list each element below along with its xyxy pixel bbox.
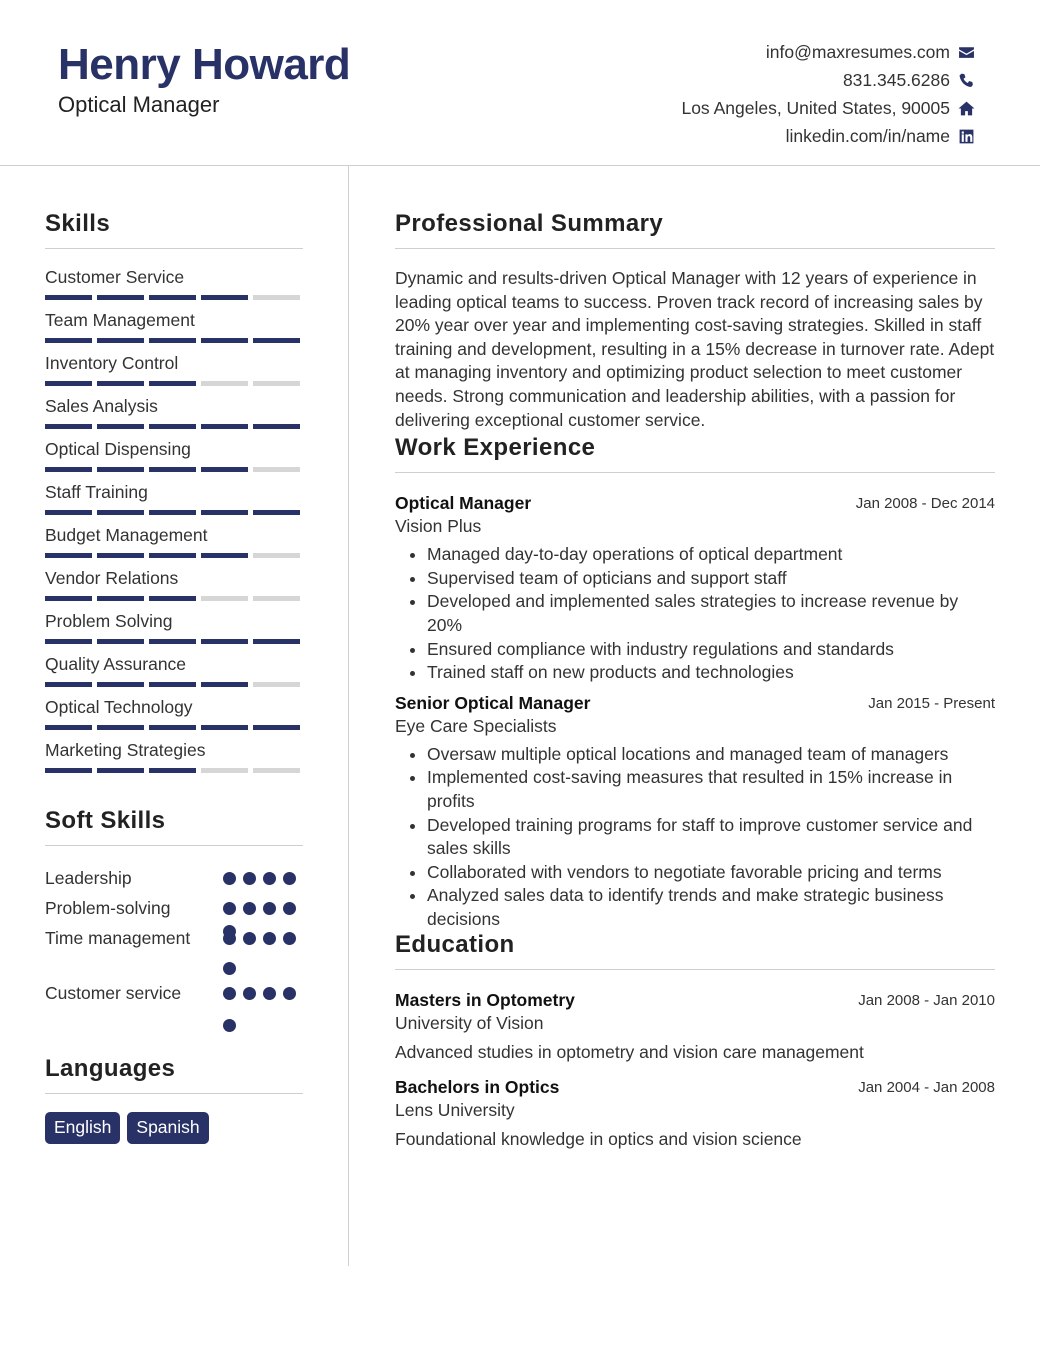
- skill-level-segment: [97, 424, 144, 429]
- skill-level-segment: [201, 424, 248, 429]
- skill-level-segment: [201, 596, 248, 601]
- soft-skill-dot: [263, 932, 276, 945]
- skill-level-bars: [45, 596, 303, 601]
- contact-phone[interactable]: [681, 66, 975, 94]
- school-name: University of Vision: [395, 1013, 544, 1034]
- right-column: [395, 210, 995, 1152]
- contact-linkedin[interactable]: [681, 122, 975, 150]
- responsibility-item: • Collaborated with vendors to negotiate favorable pricing and terms: [427, 861, 995, 885]
- soft-skill-level-dots: [223, 896, 303, 926]
- soft-skills-section: [45, 807, 303, 1041]
- skill-level-segment: [201, 682, 248, 687]
- education-entry: [395, 1077, 995, 1152]
- degree-title: Masters in Optometry: [395, 990, 575, 1011]
- skill-level-segment: [253, 682, 300, 687]
- skill-name: Optical Technology: [45, 697, 193, 717]
- skill-level-segment: [97, 639, 144, 644]
- skill-level-segment: [149, 338, 196, 343]
- skill-level-segment: [45, 768, 92, 773]
- responsibility-item: • Developed and implemented sales strategies to increase revenue by 20%: [427, 590, 995, 637]
- responsibility-item: • Oversaw multiple optical locations and managed team of managers: [427, 743, 995, 767]
- left-column: [45, 210, 303, 1144]
- entry-dates: Jan 2008 - Dec 2014: [855, 495, 995, 513]
- skill-level-segment: [201, 467, 248, 472]
- skill-level-bars: [45, 510, 303, 515]
- skill-name: Problem Solving: [45, 611, 173, 631]
- work-heading: Work Experience: [395, 434, 995, 473]
- entry-dates: Jan 2008 - Jan 2010: [858, 992, 995, 1010]
- contact-linkedin-text: linkedin.com/in/name: [785, 125, 950, 146]
- work-list: [395, 493, 995, 931]
- skill-level-segment: [45, 338, 92, 343]
- soft-skill-level-dots: [223, 866, 303, 896]
- skill-item: [45, 697, 303, 740]
- skill-item: [45, 568, 303, 611]
- soft-skill-item: [45, 866, 303, 896]
- skill-level-segment: [45, 596, 92, 601]
- skill-level-segment: [201, 381, 248, 386]
- soft-skill-dot: [223, 962, 236, 975]
- summary-text: Dynamic and results-driven Optical Manager with 12 years of experience in leading optical teams to success. Proven track record of increasing sales by 20% year over year and implementing cost-saving strategies. Skilled in staff training and development, resulting in a 15% decrease in turnover rate. Adept at managing inventory and optimizing product selection to meet customer needs. Strong communication and leadership abilities, with a passion for delivering exceptional customer service.: [395, 268, 995, 430]
- envelope-icon: [958, 44, 975, 61]
- soft-skill-dot: [243, 987, 256, 1000]
- responsibility-item: • Implemented cost-saving measures that resulted in 15% increase in profits: [427, 766, 995, 813]
- skill-level-segment: [97, 768, 144, 773]
- skill-name: Inventory Control: [45, 353, 179, 373]
- skill-level-segment: [149, 295, 196, 300]
- skill-level-segment: [201, 725, 248, 730]
- skill-item: [45, 353, 303, 396]
- skill-level-segment: [253, 639, 300, 644]
- languages-section: [45, 1055, 303, 1144]
- work-entry: [395, 493, 995, 685]
- soft-skill-name: Problem-solving: [45, 898, 171, 918]
- soft-skill-dot: [263, 872, 276, 885]
- skill-level-segment: [201, 553, 248, 558]
- skill-name: Optical Dispensing: [45, 439, 191, 459]
- education-heading: Education: [395, 931, 995, 970]
- skill-item: [45, 310, 303, 353]
- skill-level-segment: [253, 768, 300, 773]
- soft-skill-dot: [243, 902, 256, 915]
- skill-level-segment: [97, 295, 144, 300]
- skill-level-segment: [97, 682, 144, 687]
- skill-level-segment: [45, 467, 92, 472]
- skill-level-segment: [149, 553, 196, 558]
- entry-header: [395, 990, 995, 1011]
- responsibilities-list: [395, 543, 995, 685]
- skill-level-segment: [97, 553, 144, 558]
- skill-level-bars: [45, 338, 303, 343]
- summary-heading: Professional Summary: [395, 210, 995, 249]
- languages-list: [45, 1112, 303, 1144]
- skill-name: Quality Assurance: [45, 654, 187, 674]
- skill-name: Sales Analysis: [45, 396, 158, 416]
- skill-level-segment: [97, 338, 144, 343]
- skill-level-bars: [45, 725, 303, 730]
- soft-skill-dot: [283, 987, 296, 1000]
- skill-level-segment: [149, 596, 196, 601]
- contact-location-text: Los Angeles, United States, 90005: [681, 97, 950, 118]
- entry-header: [395, 493, 995, 514]
- skill-level-segment: [45, 510, 92, 515]
- skill-level-segment: [253, 338, 300, 343]
- contact-email[interactable]: [681, 38, 975, 66]
- skill-item: [45, 396, 303, 439]
- education-list: [395, 990, 995, 1151]
- skill-level-segment: [45, 295, 92, 300]
- languages-heading: Languages: [45, 1055, 303, 1094]
- skill-name: Staff Training: [45, 482, 148, 502]
- skill-level-segment: [97, 725, 144, 730]
- home-icon: [958, 100, 975, 117]
- soft-skill-dot: [223, 932, 236, 945]
- school-name: Lens University: [395, 1100, 515, 1121]
- skill-level-segment: [45, 725, 92, 730]
- language-badge: Spanish: [127, 1112, 208, 1144]
- resume-header: [0, 0, 1040, 166]
- soft-skill-dot: [223, 902, 236, 915]
- skill-level-bars: [45, 295, 303, 300]
- skill-level-segment: [97, 510, 144, 515]
- skill-level-segment: [149, 682, 196, 687]
- work-entry: [395, 693, 995, 932]
- soft-skill-item: [45, 981, 303, 1041]
- linkedin-icon: [958, 128, 975, 145]
- skill-level-segment: [149, 725, 196, 730]
- company-name: Eye Care Specialists: [395, 715, 557, 736]
- soft-skill-dot: [223, 1019, 236, 1032]
- skill-level-bars: [45, 381, 303, 386]
- responsibilities-list: [395, 743, 995, 932]
- skills-list: [45, 267, 303, 783]
- skill-name: Budget Management: [45, 525, 208, 545]
- skill-level-bars: [45, 768, 303, 773]
- skill-item: [45, 654, 303, 697]
- skill-level-segment: [149, 424, 196, 429]
- soft-skill-dot: [223, 987, 236, 1000]
- skill-level-segment: [149, 768, 196, 773]
- contact-email-text: info@maxresumes.com: [765, 41, 950, 62]
- soft-skill-name: Customer service: [45, 983, 182, 1003]
- skill-item: [45, 525, 303, 568]
- skill-name: Team Management: [45, 310, 195, 330]
- responsibility-item: • Ensured compliance with industry regulations and standards: [427, 638, 995, 662]
- soft-skill-name: Time management: [45, 928, 191, 948]
- skill-level-segment: [45, 553, 92, 558]
- skill-name: Vendor Relations: [45, 568, 179, 588]
- entry-dates: Jan 2015 - Present: [868, 694, 995, 712]
- company-name: Vision Plus: [395, 516, 482, 537]
- skill-item: [45, 740, 303, 783]
- responsibility-item: • Trained staff on new products and technologies: [427, 661, 995, 685]
- soft-skill-dot: [283, 932, 296, 945]
- skill-level-segment: [201, 338, 248, 343]
- skill-level-bars: [45, 553, 303, 558]
- skill-level-segment: [149, 381, 196, 386]
- skill-level-segment: [149, 639, 196, 644]
- entry-header: [395, 1077, 995, 1098]
- column-divider: [348, 166, 349, 1266]
- contact-phone-text: 831.345.6286: [842, 69, 950, 90]
- responsibility-item: • Developed training programs for staff to improve customer service and sales skills: [427, 814, 995, 861]
- skill-level-segment: [97, 596, 144, 601]
- education-entry: [395, 990, 995, 1065]
- soft-skill-item: [45, 926, 303, 981]
- skill-level-segment: [253, 381, 300, 386]
- skill-level-segment: [45, 381, 92, 386]
- soft-skill-name: Leadership: [45, 868, 132, 888]
- skill-name: Marketing Strategies: [45, 740, 206, 760]
- soft-skill-item: [45, 896, 303, 926]
- soft-skill-dot: [283, 902, 296, 915]
- skill-level-segment: [253, 424, 300, 429]
- skill-level-segment: [149, 467, 196, 472]
- soft-skill-dot: [243, 932, 256, 945]
- skill-level-segment: [45, 682, 92, 687]
- job-title: Senior Optical Manager: [395, 692, 591, 713]
- contact-info: [681, 38, 975, 150]
- skill-level-segment: [45, 424, 92, 429]
- skill-level-bars: [45, 682, 303, 687]
- skill-item: [45, 439, 303, 482]
- skill-level-segment: [201, 295, 248, 300]
- skill-level-bars: [45, 467, 303, 472]
- responsibility-item: • Supervised team of opticians and support staff: [427, 567, 995, 591]
- soft-skill-dot: [243, 872, 256, 885]
- skill-level-segment: [201, 639, 248, 644]
- skill-level-segment: [253, 725, 300, 730]
- skill-level-bars: [45, 639, 303, 644]
- job-title: Optical Manager: [395, 493, 532, 514]
- soft-skill-level-dots: [223, 981, 303, 1041]
- soft-skill-level-dots: [223, 926, 303, 981]
- entry-dates: Jan 2004 - Jan 2008: [858, 1079, 995, 1097]
- soft-skills-list: [45, 866, 303, 1041]
- contact-location: [681, 94, 975, 122]
- soft-skill-dot: [223, 872, 236, 885]
- skill-level-segment: [201, 768, 248, 773]
- skill-level-segment: [97, 467, 144, 472]
- entry-header: [395, 693, 995, 714]
- soft-skill-dot: [263, 902, 276, 915]
- skill-item: [45, 482, 303, 525]
- education-description: Foundational knowledge in optics and vision science: [395, 1129, 802, 1150]
- skill-level-segment: [45, 639, 92, 644]
- skill-level-segment: [253, 467, 300, 472]
- skill-level-segment: [253, 295, 300, 300]
- phone-icon: [958, 72, 975, 89]
- skill-level-bars: [45, 424, 303, 429]
- skill-level-segment: [97, 381, 144, 386]
- soft-skills-heading: Soft Skills: [45, 807, 303, 846]
- responsibility-item: • Analyzed sales data to identify trends and make strategic business decisions: [427, 884, 995, 931]
- soft-skill-dot: [283, 872, 296, 885]
- candidate-name: Henry Howard: [58, 40, 351, 89]
- skills-heading: Skills: [45, 210, 303, 249]
- soft-skill-dot: [263, 987, 276, 1000]
- skill-level-segment: [201, 510, 248, 515]
- skill-item: [45, 611, 303, 654]
- education-description: Advanced studies in optometry and vision care management: [395, 1042, 864, 1063]
- skill-name: Customer Service: [45, 267, 185, 287]
- skill-level-segment: [253, 553, 300, 558]
- responsibility-item: • Managed day-to-day operations of optical department: [427, 543, 995, 567]
- skill-level-segment: [253, 596, 300, 601]
- candidate-role: Optical Manager: [58, 92, 220, 117]
- skill-item: [45, 267, 303, 310]
- language-badge: English: [45, 1112, 120, 1144]
- skill-level-segment: [253, 510, 300, 515]
- degree-title: Bachelors in Optics: [395, 1077, 560, 1098]
- skill-level-segment: [149, 510, 196, 515]
